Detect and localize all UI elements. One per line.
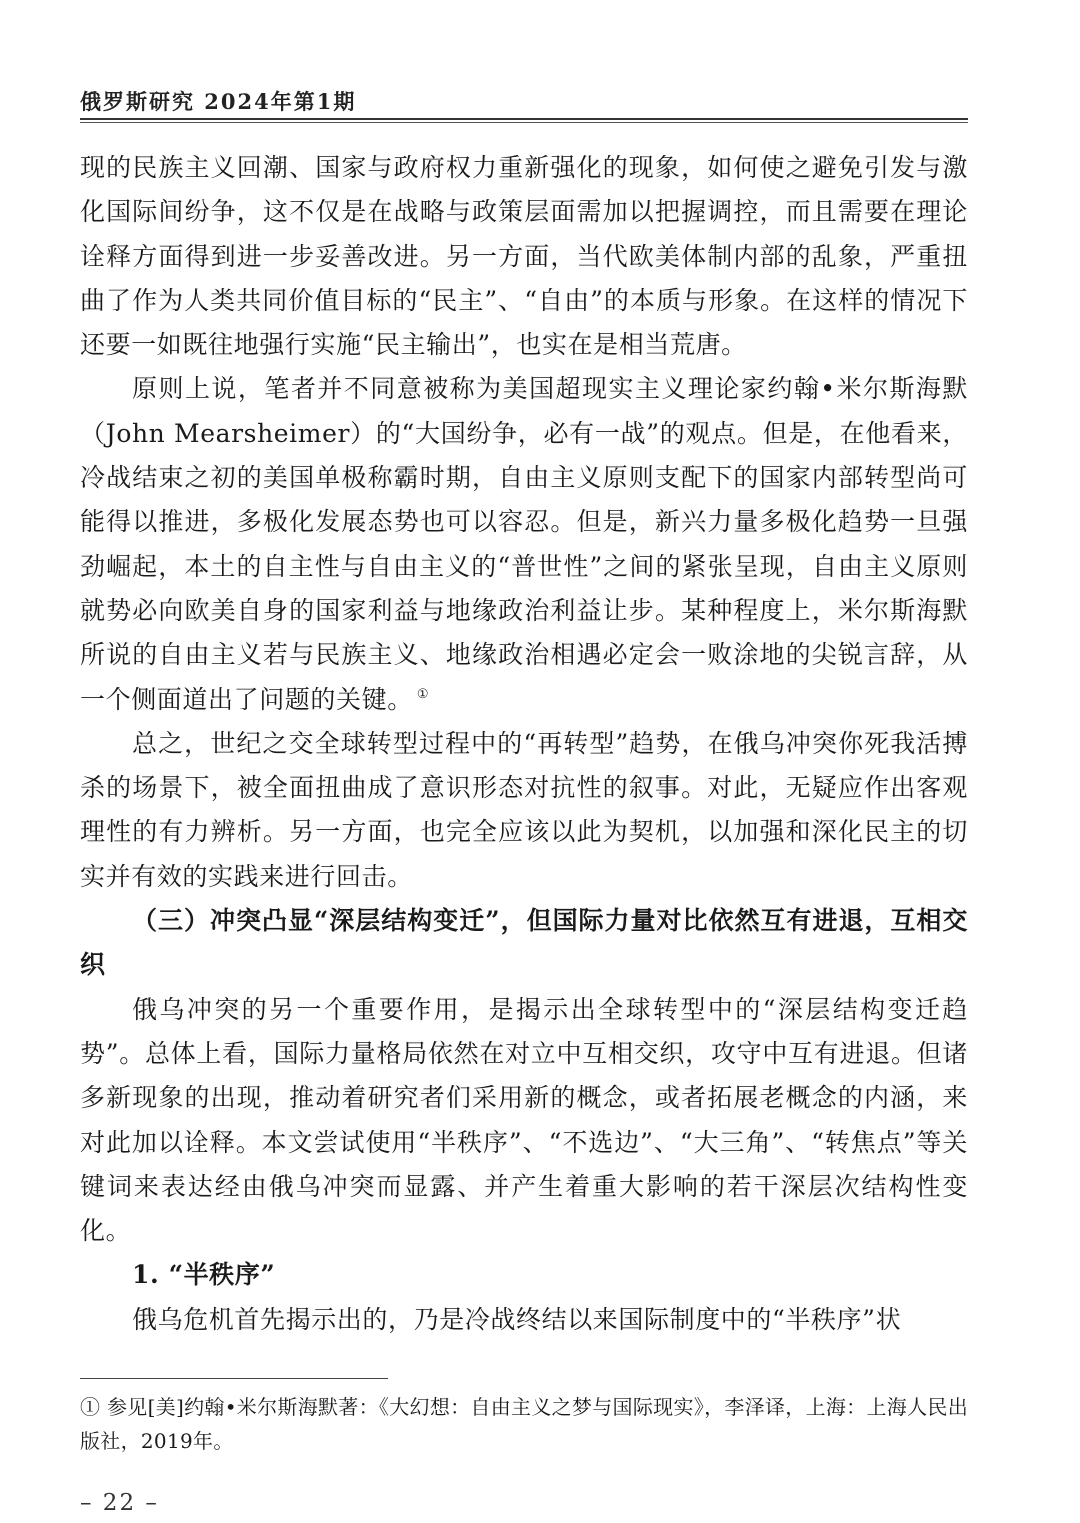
- paragraph-4: 俄乌冲突的另一个重要作用，是揭示出全球转型中的“深层结构变迁趋势”。总体上看，国际力量格局依然在对立中互相交织，攻守中互有进退。但诸多新现象的出现，推动着研究者们采用新的概念，或者拓展老概念的内涵，来对此加以诠释。本文尝试使用“半秩序”、“不选边”、“大三角”、“转焦点”等关键词来表达经由俄乌冲突而显露、并产生着重大影响的若干深层次结构性变化。: [80, 994, 968, 1246]
- paragraph-2-text: 原则上说，笔者并不同意被称为美国超现实主义理论家约翰•米尔斯海默（John Mearsheimer）的“大国纷争，必有一战”的观点。但是，在他看来，冷战结束之初的美国单极称霸时期，自由主义原则支配下的国家内部转型尚可能得以推进，多极化发展态势也可以容忍。但是，新兴力量多极化趋势一旦强劲崛起，本土的自主性与自由主义的“普世性”之间的紧张呈现，自由主义原则就势必向欧美自身的国家利益与地缘政治利益让步。某种程度上，米尔斯海默所说的自由主义若与民族主义、地缘政治相遇必定会一败涂地的尖锐言辞，从一个侧面道出了问题的关键。: [80, 374, 968, 714]
- subsection-heading: 1. “半秩序”: [132, 1260, 276, 1290]
- footnote-divider: [80, 1378, 388, 1379]
- footnote: ① 参见[美]约翰•米尔斯海默著：《大幻想：自由主义之梦与国际现实》，李泽译，上海：上海人民出版社，2019年。: [80, 1395, 968, 1453]
- paragraph-2: [80, 367, 968, 721]
- header-rule: [80, 118, 968, 120]
- paragraph-3: 总之，世纪之交全球转型过程中的“再转型”趋势，在俄乌冲突你死我活搏杀的场景下，被全面扭曲成了意识形态对抗性的叙事。对此，无疑应作出客观理性的有力辨析。另一方面，也完全应该以此为契机，以加强和深化民主的切实并有效的实践来进行回击。: [80, 728, 968, 891]
- body-text: [80, 146, 968, 1342]
- page-number: – 22 –: [80, 1490, 159, 1516]
- paragraph-5: 俄乌危机首先揭示出的，乃是冷战终结以来国际制度中的“半秩序”状: [132, 1304, 902, 1334]
- section-heading: （三）冲突凸显“深层结构变迁”，但国际力量对比依然互有进退，互相交织: [80, 906, 968, 980]
- running-header: 俄罗斯研究 2024年第1期: [80, 89, 357, 114]
- paragraph-1: 现的民族主义回潮、国家与政府权力重新强化的现象，如何使之避免引发与激化国际间纷争，这不仅是在战略与政策层面需加以把握调控，而且需要在理论诠释方面得到进一步妥善改进。另一方面，当代欧美体制内部的乱象，严重扭曲了作为人类共同价值目标的“民主”、“自由”的本质与形象。在这样的情况下还要一如既往地强行实施“民主输出”，也实在是相当荒唐。: [80, 153, 968, 360]
- footnote-reference[interactable]: ①: [416, 686, 430, 702]
- header-rule-thin: [80, 122, 968, 123]
